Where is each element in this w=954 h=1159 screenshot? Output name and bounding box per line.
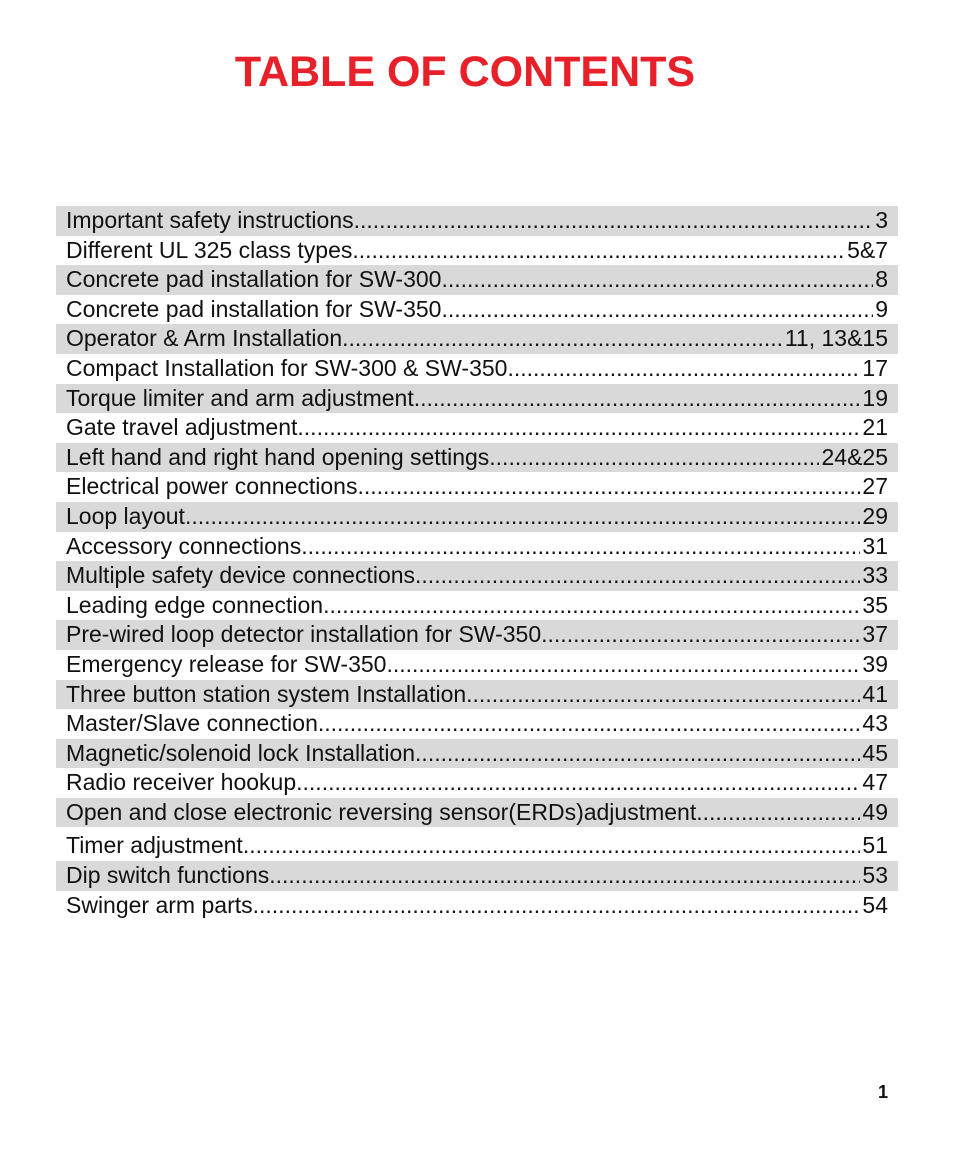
toc-entry-page: 35 <box>862 591 888 618</box>
toc-entry-page: 29 <box>862 502 888 529</box>
toc-entry-label: Torque limiter and arm adjustment <box>66 384 414 411</box>
toc-entry[interactable] <box>56 831 898 861</box>
toc-leader-dots <box>297 413 860 443</box>
toc-entry-page: 21 <box>862 414 888 441</box>
table-of-contents <box>56 206 898 920</box>
toc-entry-label: Operator & Arm Installation <box>66 325 343 352</box>
toc-entry-label: Timer adjustment <box>66 832 243 859</box>
toc-leader-dots <box>301 532 860 562</box>
toc-leader-dots <box>253 891 861 921</box>
toc-entry[interactable] <box>56 236 898 266</box>
toc-entry-page: 54 <box>862 891 888 918</box>
toc-entry-page: 5&7 <box>847 236 888 263</box>
toc-entry-label: Compact Installation for SW-300 & SW-350 <box>66 354 508 381</box>
toc-entry-page: 49 <box>862 798 888 825</box>
toc-leader-dots <box>489 443 819 473</box>
toc-entry-label: Concrete pad installation for SW-300 <box>66 266 442 293</box>
toc-entry-page: 3 <box>875 207 888 233</box>
toc-leader-dots <box>414 384 861 414</box>
toc-leader-dots <box>466 680 860 710</box>
toc-entry[interactable] <box>56 502 898 532</box>
toc-entry-page: 19 <box>862 384 888 411</box>
toc-entry[interactable] <box>56 739 898 769</box>
toc-entry[interactable] <box>56 650 898 680</box>
toc-entry-label: Three button station system Installation <box>66 680 467 707</box>
toc-entry[interactable] <box>56 620 898 650</box>
toc-entry[interactable] <box>56 680 898 710</box>
toc-entry[interactable] <box>56 265 898 295</box>
toc-entry[interactable] <box>56 861 898 891</box>
toc-entry[interactable] <box>56 891 898 921</box>
toc-entry-page: 45 <box>862 739 888 766</box>
toc-entry-label: Loop layout <box>66 502 185 529</box>
toc-entry-label: Magnetic/solenoid lock Installation <box>66 739 416 766</box>
toc-entry-label: Electrical power connections <box>66 473 358 500</box>
toc-entry-label: Gate travel adjustment <box>66 414 298 441</box>
page-title: TABLE OF CONTENTS <box>234 48 696 96</box>
toc-entry-page: 39 <box>862 650 888 677</box>
toc-entry-label: Different UL 325 class types <box>66 236 353 263</box>
toc-leader-dots <box>318 709 861 739</box>
toc-entry[interactable] <box>56 472 898 502</box>
toc-leader-dots <box>352 236 845 266</box>
toc-entry-label: Dip switch functions <box>66 862 270 889</box>
toc-entry-page: 53 <box>862 862 888 889</box>
toc-leader-dots <box>441 295 873 325</box>
toc-entry-label: Multiple safety device connections <box>66 562 416 589</box>
toc-entry[interactable] <box>56 443 898 473</box>
toc-entry-page: 41 <box>862 680 888 707</box>
toc-leader-dots <box>185 502 860 532</box>
toc-entry-label: Pre-wired loop detector installation for SW-350 <box>66 621 542 648</box>
toc-entry[interactable] <box>56 768 898 798</box>
toc-leader-dots <box>342 324 783 354</box>
toc-leader-dots <box>354 206 874 236</box>
toc-leader-dots <box>269 861 860 891</box>
toc-entry-page: 43 <box>862 710 888 737</box>
toc-entry-page: 11, 13&15 <box>784 325 888 352</box>
toc-entry[interactable] <box>56 591 898 621</box>
toc-entry-label: Master/Slave connection <box>66 710 318 737</box>
toc-entry-label: Open and close electronic reversing sensor(ERDs)adjustment <box>66 798 697 825</box>
toc-leader-dots <box>541 620 860 650</box>
toc-leader-dots <box>507 354 860 384</box>
toc-leader-dots <box>386 650 860 680</box>
toc-entry-label: Leading edge connection <box>66 591 324 618</box>
toc-entry-label: Important safety instructions <box>66 207 354 233</box>
toc-entry[interactable] <box>56 295 898 325</box>
toc-entry-label: Left hand and right hand opening settings <box>66 443 490 470</box>
toc-leader-dots <box>323 591 860 621</box>
toc-entry[interactable] <box>56 709 898 739</box>
toc-leader-dots <box>696 798 860 828</box>
toc-leader-dots <box>357 472 860 502</box>
toc-entry-label: Radio receiver hookup <box>66 769 297 796</box>
page-number: 1 <box>877 1082 888 1102</box>
toc-entry-page: 17 <box>862 354 888 381</box>
toc-entry-page: 8 <box>875 266 888 293</box>
toc-entry[interactable] <box>56 324 898 354</box>
toc-entry-label: Concrete pad installation for SW-350 <box>66 295 442 322</box>
toc-entry-page: 51 <box>862 832 888 859</box>
toc-entry-page: 9 <box>875 295 888 322</box>
toc-entry[interactable] <box>56 561 898 591</box>
toc-leader-dots <box>415 739 860 769</box>
toc-entry-label: Accessory connections <box>66 532 302 559</box>
toc-entry-page: 47 <box>862 769 888 796</box>
toc-entry-page: 31 <box>862 532 888 559</box>
toc-entry[interactable] <box>56 413 898 443</box>
toc-entry[interactable] <box>56 384 898 414</box>
toc-leader-dots <box>415 561 860 591</box>
toc-entry-page: 24&25 <box>821 443 888 470</box>
toc-leader-dots <box>296 768 860 798</box>
toc-leader-dots <box>243 831 861 861</box>
toc-entry[interactable] <box>56 798 898 828</box>
toc-entry[interactable] <box>56 532 898 562</box>
toc-entry-page: 37 <box>862 621 888 648</box>
toc-leader-dots <box>441 265 873 295</box>
toc-entry[interactable] <box>56 354 898 384</box>
toc-entry-page: 27 <box>862 473 888 500</box>
toc-entry-page: 33 <box>862 562 888 589</box>
toc-entry[interactable] <box>56 206 898 236</box>
toc-entry-label: Swinger arm parts <box>66 891 253 918</box>
toc-entry-label: Emergency release for SW-350 <box>66 650 387 677</box>
